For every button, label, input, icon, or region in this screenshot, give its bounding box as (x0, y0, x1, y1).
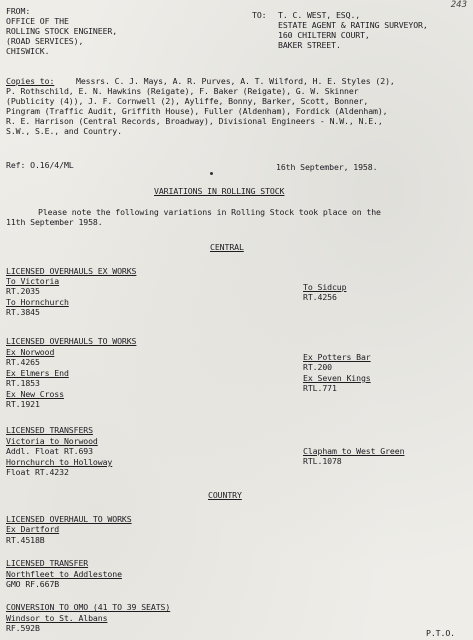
transfer-route: Clapham to West Green (303, 446, 405, 456)
intro-line: 11th September 1958. (6, 217, 103, 227)
transfers-heading: LICENSED TRANSFERS (6, 425, 93, 435)
page-number: 243 (450, 0, 467, 10)
copies-line: (Publicity (4)), J. F. Cornwell (2), Ayliffe, Bonny, Barker, Scott, Bonner, (6, 96, 369, 106)
document-title: VARIATIONS IN ROLLING STOCK (154, 186, 285, 196)
vehicle-number: RT.1853 (6, 378, 40, 388)
to-label: TO: (252, 10, 267, 20)
to-line: BAKER STREET. (278, 40, 341, 50)
destination: To Hornchurch (6, 297, 69, 307)
from-line: OFFICE OF THE (6, 16, 69, 26)
vehicle-number: RT.200 (303, 362, 332, 372)
vehicle-number: RT.3845 (6, 307, 40, 317)
overhauls-to-heading: LICENSED OVERHAULS TO WORKS (6, 336, 137, 346)
transfer-route: Hornchurch to Holloway (6, 457, 113, 467)
to-line: ESTATE AGENT & RATING SURVEYOR, (278, 20, 428, 30)
conversion-route: Windsor to St. Albans (6, 613, 108, 623)
destination: To Sidcup (303, 282, 347, 292)
copies-line: P. Rothschild, E. N. Hawkins (Reigate), F. Baker (Reigate), G. W. Skinner (6, 86, 359, 96)
vehicle-number: RT.4518B (6, 535, 45, 545)
overhauls-ex-heading: LICENSED OVERHAULS EX WORKS (6, 266, 137, 276)
origin: Ex Dartford (6, 524, 60, 534)
date: 16th September, 1958. (276, 162, 378, 172)
copies-line: S.W., S.E., and Country. (6, 126, 122, 136)
origin: Ex New Cross (6, 389, 64, 399)
copies-line: Pingram (Traffic Audit, Griffith House), Fuller (Aldenham), Fordick (Aldenham), (6, 106, 388, 116)
from-line: CHISWICK. (6, 46, 50, 56)
copies-label: Copies to: (6, 76, 55, 86)
origin: Ex Potters Bar (303, 352, 371, 362)
transfer-route: Northfleet to Addlestone (6, 569, 122, 579)
vehicle-number: GMO RF.667B (6, 579, 60, 589)
transfer-detail: Addl. Float RT.693 (6, 446, 93, 456)
country-transfer-heading: LICENSED TRANSFER (6, 558, 89, 568)
origin: Ex Seven Kings (303, 373, 371, 383)
transfer-detail: Float RT.4232 (6, 467, 69, 477)
to-line: 160 CHILTERN COURT, (278, 30, 370, 40)
origin: Ex Norwood (6, 347, 55, 357)
pto-note: P.T.O. (426, 628, 455, 638)
punch-mark (210, 172, 213, 175)
country-heading: COUNTRY (208, 490, 242, 500)
vehicle-number: RT.1921 (6, 399, 40, 409)
conversion-heading: CONVERSION TO OMO (41 TO 39 SEATS) (6, 602, 171, 612)
destination: To Victoria (6, 276, 60, 286)
transfer-route: Victoria to Norwood (6, 436, 98, 446)
vehicle-number: RF.592B (6, 623, 40, 633)
to-line: T. C. WEST, ESQ., (278, 10, 361, 20)
from-line: ROLLING STOCK ENGINEER, (6, 26, 118, 36)
copies-line: R. E. Harrison (Central Records, Broadway), Divisional Engineers - N.W., N.E., (6, 116, 383, 126)
copies-line: Messrs. C. J. Mays, A. R. Purves, A. T. Wilford, H. E. Styles (2), (76, 76, 395, 86)
country-overhaul-heading: LICENSED OVERHAUL TO WORKS (6, 514, 132, 524)
from-label: FROM: (6, 6, 31, 16)
transfer-detail: RTL.1078 (303, 456, 342, 466)
from-line: (ROAD SERVICES), (6, 36, 84, 46)
vehicle-number: RT.2035 (6, 286, 40, 296)
vehicle-number: RT.4265 (6, 357, 40, 367)
vehicle-number: RT.4256 (303, 292, 337, 302)
intro-line: Please note the following variations in Rolling Stock took place on the (38, 207, 381, 217)
reference: Ref: O.16/4/ML (6, 160, 74, 170)
central-heading: CENTRAL (210, 242, 244, 252)
origin: Ex Elmers End (6, 368, 69, 378)
vehicle-number: RTL.771 (303, 383, 337, 393)
